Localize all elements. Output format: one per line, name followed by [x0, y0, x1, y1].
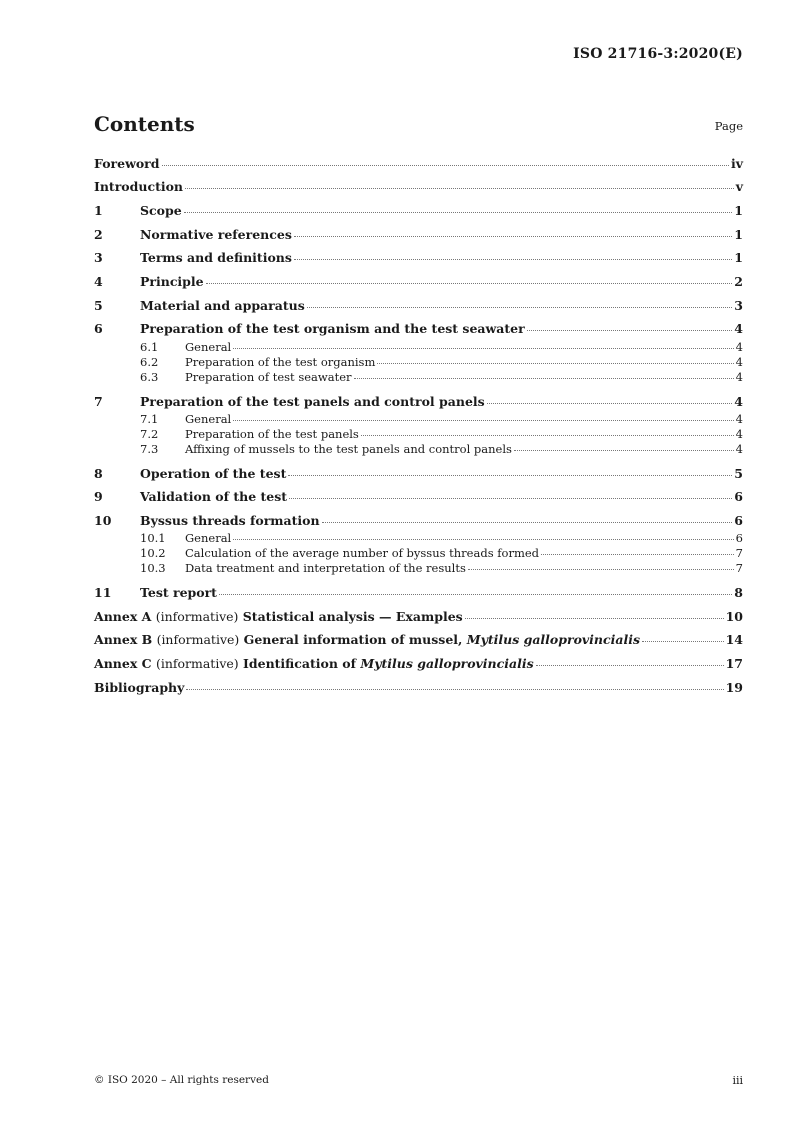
- annex-label: Annex A: [94, 609, 152, 624]
- toc-number: 7: [94, 394, 103, 409]
- toc-page: iv: [730, 156, 743, 171]
- toc-number: 8: [94, 466, 103, 481]
- toc-title: Introduction: [94, 179, 184, 194]
- dot-leader: [487, 403, 733, 404]
- toc-page: 4: [735, 442, 743, 456]
- toc-number: 2: [94, 227, 103, 242]
- dot-leader: [289, 498, 732, 499]
- toc-page: 10: [725, 609, 743, 624]
- annex-type: (informative): [155, 609, 239, 624]
- toc-entry-7-3[interactable]: [94, 442, 743, 456]
- dot-leader: [219, 594, 732, 595]
- page-column-label: Page: [714, 119, 743, 133]
- toc-number: 10.2: [140, 546, 166, 560]
- toc-title: Data treatment and interpretation of the results: [185, 561, 466, 575]
- toc-page: 17: [725, 656, 743, 671]
- toc-title: Operation of the test: [140, 466, 287, 481]
- toc-number: 7.2: [140, 427, 159, 441]
- dot-leader: [322, 522, 733, 523]
- dot-leader: [206, 283, 733, 284]
- toc-title: Calculation of the average number of byssus threads formed: [185, 546, 540, 560]
- annex-title-species: Mytilus galloprovincialis: [360, 656, 534, 671]
- toc-entry-material-and-apparatus[interactable]: [94, 298, 743, 313]
- toc-title: Validation of the test: [140, 489, 288, 504]
- toc-entry-6-3[interactable]: [94, 370, 743, 384]
- toc-page: 8: [734, 585, 743, 600]
- toc-entry-annex-a[interactable]: [94, 609, 743, 624]
- dot-leader: [186, 689, 723, 690]
- annex-title-species: Mytilus galloprovincialis: [466, 632, 641, 647]
- dot-leader: [294, 259, 732, 260]
- dot-leader: [642, 641, 724, 642]
- toc-page: 7: [735, 561, 743, 575]
- toc-entry-test-report[interactable]: [94, 585, 743, 600]
- copyright-notice: © ISO 2020 – All rights reserved: [94, 1074, 269, 1086]
- dot-leader: [468, 569, 734, 570]
- toc-entry-normative-references[interactable]: [94, 227, 743, 242]
- contents-header: [94, 112, 743, 136]
- toc-entry-operation-of-the-test[interactable]: [94, 466, 743, 481]
- toc-title: Terms and definitions: [140, 250, 292, 265]
- toc-page: 1: [734, 203, 743, 218]
- toc-title: General: [185, 412, 232, 426]
- toc-page: 6: [734, 513, 743, 528]
- dot-leader: [233, 539, 733, 540]
- toc-page: 4: [734, 394, 743, 409]
- toc-number: 5: [94, 298, 103, 313]
- toc-title: Normative references: [140, 227, 292, 242]
- toc-title: Preparation of the test organism: [185, 355, 376, 369]
- toc-title: General: [185, 340, 232, 354]
- toc-page: 4: [735, 370, 743, 384]
- toc-entry-7-1[interactable]: [94, 412, 743, 426]
- toc-entry-10-1[interactable]: [94, 531, 743, 545]
- toc-number: 6.2: [140, 355, 159, 369]
- toc-page: v: [735, 179, 743, 194]
- toc-number: 7.3: [140, 442, 159, 456]
- toc-title: Scope: [140, 203, 182, 218]
- dot-leader: [288, 475, 732, 476]
- dot-leader: [377, 363, 733, 364]
- toc-page: 4: [735, 412, 743, 426]
- toc-entry-section-6[interactable]: [94, 321, 743, 336]
- toc-page: 4: [735, 355, 743, 369]
- dot-leader: [294, 236, 732, 237]
- document-id: ISO 21716-3:2020(E): [573, 46, 743, 62]
- dot-leader: [233, 420, 733, 421]
- toc-title: Preparation of the test organism and the test seawater: [140, 321, 525, 336]
- toc-number: 6.1: [140, 340, 159, 354]
- contents-title: Contents: [94, 112, 195, 136]
- toc-number: 11: [94, 585, 112, 600]
- toc-title: Bibliography: [94, 680, 185, 695]
- toc-title: Test report: [140, 585, 217, 600]
- annex-type: (informative): [156, 632, 240, 647]
- toc-title: General: [185, 531, 232, 545]
- toc-entry-foreword[interactable]: [94, 156, 743, 171]
- toc-page: 6: [735, 531, 743, 545]
- toc-title: [94, 609, 463, 624]
- toc-number: 10.3: [140, 561, 166, 575]
- toc-number: 1: [94, 203, 103, 218]
- toc-entry-validation-of-the-test[interactable]: [94, 489, 743, 504]
- toc-page: 4: [735, 427, 743, 441]
- annex-title: Identification of: [243, 656, 356, 671]
- toc-page: 4: [734, 321, 743, 336]
- dot-leader: [307, 307, 733, 308]
- dot-leader: [184, 212, 733, 213]
- toc-number: 4: [94, 274, 103, 289]
- toc-entry-scope[interactable]: [94, 203, 743, 218]
- dot-leader: [354, 378, 734, 379]
- toc-number: 6.3: [140, 370, 159, 384]
- toc-page: 4: [735, 340, 743, 354]
- annex-type: (informative): [155, 656, 239, 671]
- dot-leader: [185, 188, 734, 189]
- annex-title: General information of mussel,: [243, 632, 463, 647]
- toc-entry-10-3[interactable]: [94, 561, 743, 575]
- annex-label: Annex C: [94, 656, 152, 671]
- toc-title: Principle: [140, 274, 204, 289]
- dot-leader: [162, 165, 729, 166]
- toc-entry-section-7[interactable]: [94, 394, 743, 409]
- toc-number: 6: [94, 321, 103, 336]
- toc-entry-bibliography[interactable]: [94, 680, 743, 695]
- dot-leader: [514, 450, 734, 451]
- toc-page: 5: [734, 466, 743, 481]
- toc-title: [94, 632, 640, 647]
- dot-leader: [527, 330, 733, 331]
- toc-title: Preparation of the test panels: [185, 427, 359, 441]
- toc-number: 3: [94, 250, 103, 265]
- toc-entry-6-1[interactable]: [94, 340, 743, 354]
- footer-page-number: iii: [732, 1074, 743, 1087]
- dot-leader: [361, 435, 734, 436]
- toc-number: 10.1: [140, 531, 166, 545]
- toc-number: 10: [94, 513, 112, 528]
- toc-number: 9: [94, 489, 103, 504]
- toc-page: 19: [725, 680, 743, 695]
- dot-leader: [541, 554, 734, 555]
- toc-title: Affixing of mussels to the test panels and control panels: [185, 442, 512, 456]
- toc-entry-terms-and-definitions[interactable]: [94, 250, 743, 265]
- toc-title: Foreword: [94, 156, 160, 171]
- toc-entry-6-2[interactable]: [94, 355, 743, 369]
- toc-entry-annex-c[interactable]: [94, 656, 743, 671]
- toc-page: 1: [734, 227, 743, 242]
- toc-title: [94, 656, 534, 671]
- toc-entry-principle[interactable]: [94, 274, 743, 289]
- toc-entry-annex-b[interactable]: [94, 632, 743, 647]
- toc-page: 6: [734, 489, 743, 504]
- toc-number: 7.1: [140, 412, 159, 426]
- toc-page: 3: [734, 298, 743, 313]
- toc-entry-10-2[interactable]: [94, 546, 743, 560]
- toc-page: 14: [725, 632, 743, 647]
- toc-page: 1: [734, 250, 743, 265]
- toc-entry-7-2[interactable]: [94, 427, 743, 441]
- toc-page: 2: [734, 274, 743, 289]
- toc-title: Preparation of the test panels and control panels: [140, 394, 485, 409]
- toc-title: Byssus threads formation: [140, 513, 320, 528]
- toc-entry-section-10[interactable]: [94, 513, 743, 528]
- toc-title: Preparation of test seawater: [185, 370, 352, 384]
- dot-leader: [233, 348, 733, 349]
- annex-title: Statistical analysis — Examples: [242, 609, 463, 624]
- toc-entry-introduction[interactable]: [94, 179, 743, 194]
- dot-leader: [465, 618, 724, 619]
- dot-leader: [536, 665, 724, 666]
- toc-title: Material and apparatus: [140, 298, 305, 313]
- annex-label: Annex B: [94, 632, 153, 647]
- toc-page: 7: [735, 546, 743, 560]
